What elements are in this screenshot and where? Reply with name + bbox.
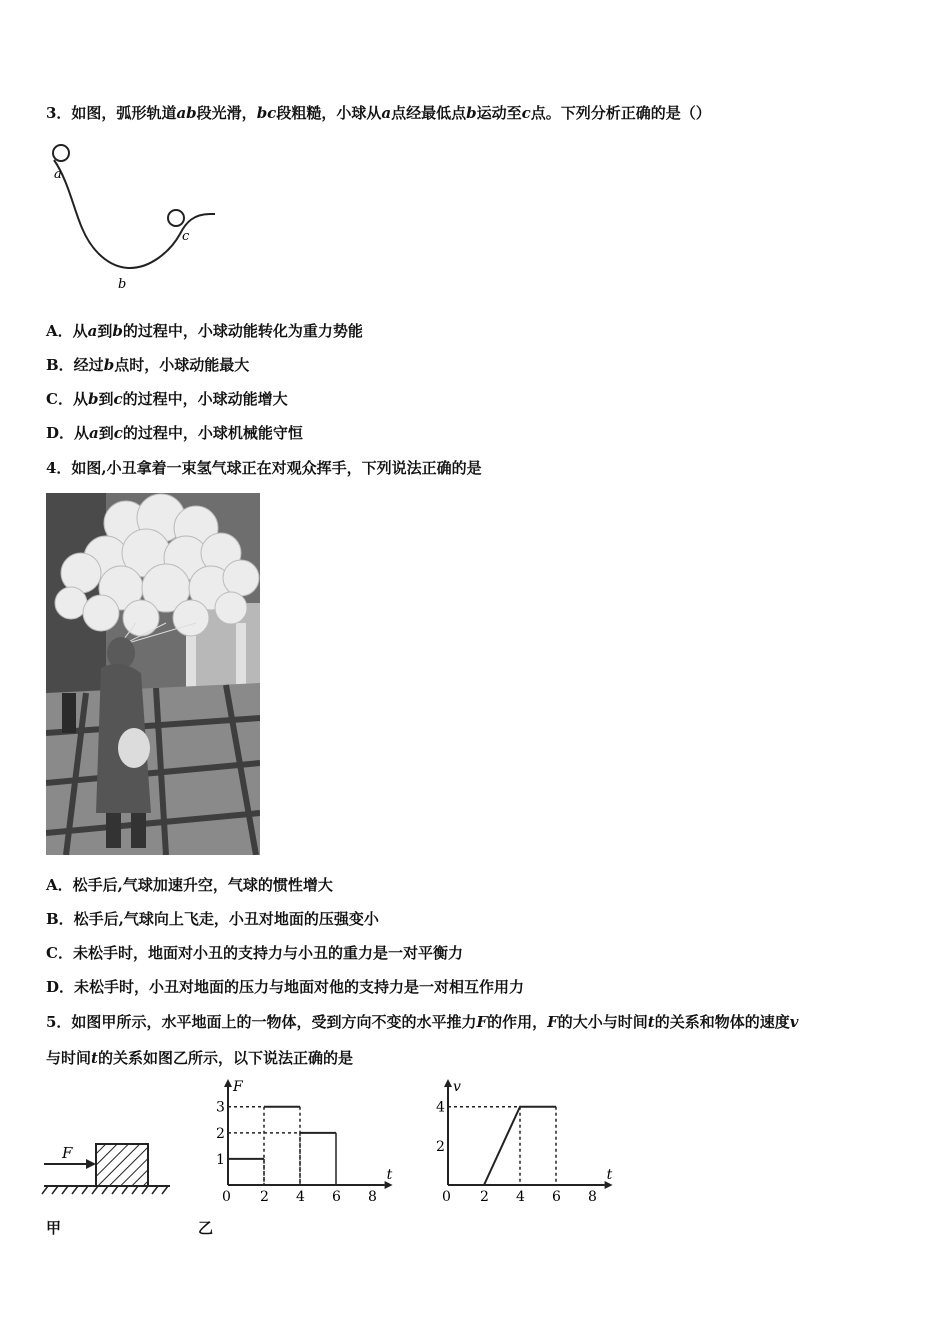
opt-text: 点时，小球动能最大 [114,356,250,374]
q3-stem-text: 点。下列分析正确的是（） [530,104,711,122]
q3-stem-text: 点经最低点 [391,104,467,122]
q5-stem-line2 [46,1047,353,1068]
q3-ball-c [168,210,184,226]
q3-stem-text: 段光滑， [196,104,257,122]
x-tick-label: 8 [368,1189,377,1205]
opt-text: 到 [97,322,113,340]
y-tick-label: 1 [216,1151,225,1168]
q5-var: t [91,1049,98,1067]
q3-stem-var: ab [176,104,197,122]
q3-option-d [46,422,303,443]
x-tick-label: 6 [552,1189,561,1205]
y-axis-arrow [224,1079,232,1087]
q5-var: F [476,1013,488,1031]
ground-hatch [42,1186,168,1194]
clown-photo-drawing [46,493,260,855]
q3-stem-var: c [521,104,531,122]
opt-text: B．经过 [46,356,104,374]
q3-track-curve [54,160,215,268]
opt-text: 的过程中，小球机械能守恒 [122,424,303,442]
q3-label-b: b [118,277,127,292]
opt-var: a [87,322,98,340]
force-arrow-head [86,1159,96,1169]
x-tick-label: 8 [588,1189,597,1205]
q5-var: t [647,1013,655,1031]
q5-text: 的关系如图乙所示，以下说法正确的是 [97,1049,353,1067]
q3-option-b [46,354,249,375]
opt-var: c [113,390,123,408]
q5-var: v [789,1013,799,1031]
opt-var: b [87,390,99,408]
clown-balloons-photo [46,493,260,855]
x-tick-label: 6 [332,1189,341,1205]
x-axis-label: t [606,1167,613,1183]
force-label: F [62,1144,73,1162]
q5-text: 的关系和物体的速度 [654,1013,790,1031]
y-tick-label: 3 [216,1099,225,1116]
y-axis-label: F [233,1079,243,1095]
opt-var: b [103,356,115,374]
y-tick-label: 4 [436,1099,445,1116]
y-axis-arrow [444,1079,452,1087]
opt-var: c [113,424,123,442]
q5-text: 5．如图甲所示，水平地面上的一物体，受到方向不变的水平推力 [46,1013,477,1031]
opt-text: 的过程中，小球动能增大 [122,390,288,408]
x-tick-label: 4 [296,1189,305,1205]
x-tick-label: 0 [442,1189,451,1205]
fig-yi-label: 乙 [198,1219,214,1237]
q3-track-figure [40,140,230,300]
q4-option-b: B．松手后,气球向上飞走，小丑对地面的压强变小 [46,910,379,928]
q5-text: 的大小与时间 [557,1013,648,1031]
series-line [448,1107,556,1185]
opt-var: b [112,322,123,340]
opt-text: 到 [98,424,114,442]
y-axis-label: v [453,1079,461,1095]
y-tick-label: 2 [216,1125,225,1142]
x-tick-label: 0 [222,1189,231,1205]
q5-fig-jia [40,1130,180,1200]
q4-option-c: C．未松手时，地面对小丑的支持力与小丑的重力是一对平衡力 [46,944,463,962]
q4-option-d: D．未松手时，小丑对地面的压力与地面对他的支持力是一对相互作用力 [46,978,525,996]
q3-stem-text: 3．如图，弧形轨道 [46,104,177,122]
q5-chart-f-t [200,1075,400,1205]
x-tick-label: 2 [480,1189,489,1205]
q3-option-a [46,320,363,341]
opt-text: 的过程中，小球动能转化为重力势能 [122,322,363,340]
q3-stem-var: b [466,104,477,122]
q4-option-a: A．松手后,气球加速升空，气球的惯性增大 [46,876,333,894]
q3-stem-var: a [381,104,392,122]
opt-text: A．从 [46,322,88,340]
q3-label-a: a [54,167,62,182]
q5-stem-line1 [46,1011,798,1032]
q3-option-c [46,388,288,409]
q3-stem-text: 段粗糙，小球从 [276,104,382,122]
q5-text: 与时间 [46,1049,92,1067]
opt-text: 到 [98,390,114,408]
opt-text: C．从 [46,390,88,408]
q3-stem-text: 运动至 [476,104,522,122]
q5-text: 的作用， [487,1013,548,1031]
q3-stem-var: bc [256,104,277,122]
q5-var: F [547,1013,558,1031]
q4-stem: 4．如图,小丑拿着一束氢气球正在对观众挥手，下列说法正确的是 [46,459,482,477]
x-tick-label: 4 [516,1189,525,1205]
opt-var: a [89,424,99,442]
q3-ball-a [53,145,69,161]
y-tick-label: 2 [436,1138,445,1155]
q5-chart-v-t [420,1075,620,1205]
x-axis-label: t [386,1167,393,1183]
block [96,1144,148,1186]
x-tick-label: 2 [260,1189,269,1205]
q3-label-c: c [182,229,190,244]
opt-text: D．从 [46,424,90,442]
q3-stem [46,102,711,123]
fig-jia-label: 甲 [46,1219,62,1237]
